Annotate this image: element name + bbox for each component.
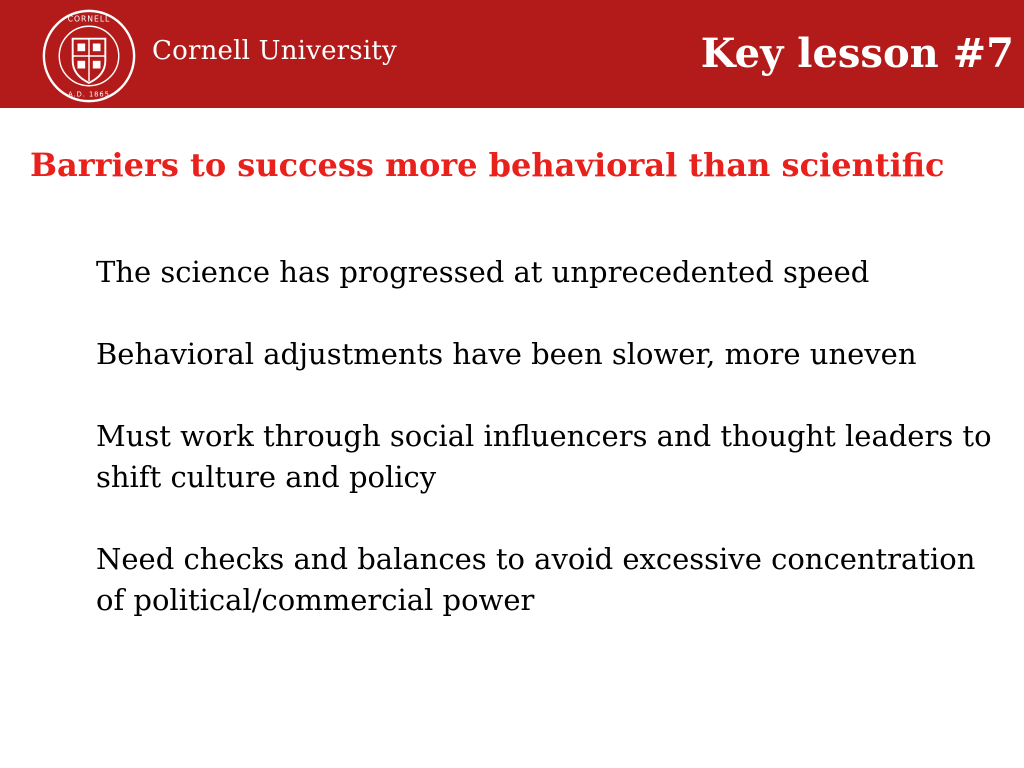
cornell-seal-icon bbox=[40, 8, 138, 104]
bullet-item: Behavioral adjustments have been slower, more uneven bbox=[96, 337, 917, 371]
header-bar bbox=[0, 0, 1024, 108]
bullet-item: The science has progressed at unprecedented speed bbox=[96, 255, 870, 289]
bullet-item: Need checks and balances to avoid excessive concentration of political/commercial power bbox=[96, 542, 976, 617]
svg-text:A.D. 1865: A.D. 1865 bbox=[68, 90, 110, 99]
bullet-list bbox=[96, 252, 996, 662]
brand-name: Cornell University bbox=[152, 36, 397, 66]
slide-title: Barriers to success more behavioral than scientific bbox=[30, 146, 945, 184]
svg-text:CORNELL: CORNELL bbox=[67, 14, 111, 24]
bullet-item: Must work through social influencers and thought leaders to shift culture and policy bbox=[96, 419, 992, 494]
slide-tag: Key lesson #7 bbox=[700, 30, 1014, 77]
